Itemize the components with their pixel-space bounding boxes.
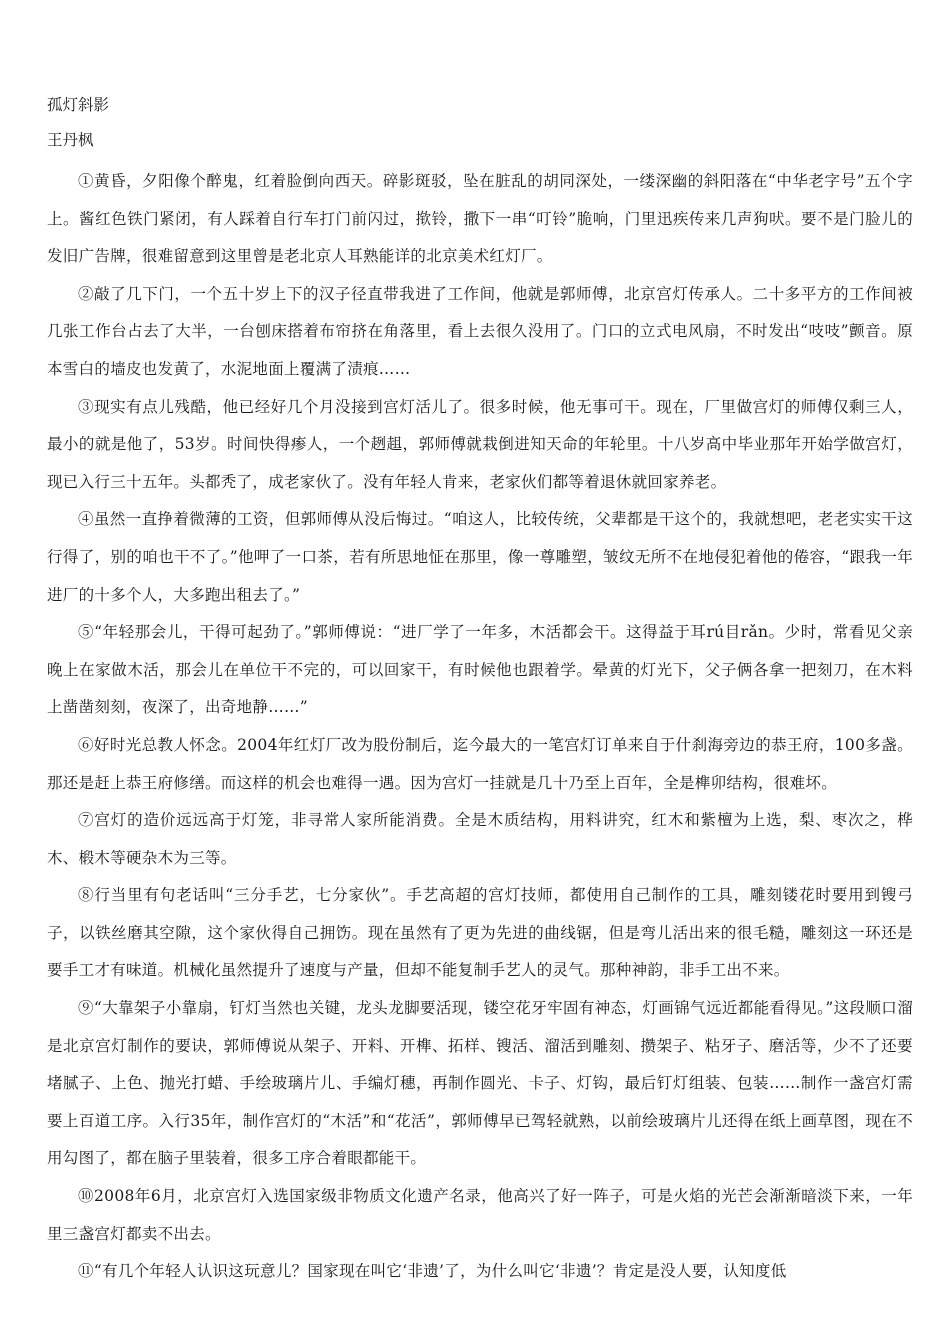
paragraph-2: ②敲了几下门，一个五十岁上下的汉子径直带我进了工作间，他就是郭师傅，北京宫灯传承人。二十多平方的工作间被几张工作台占去了大半，一台刨床搭着布帘挤在角落里，看上去很久没用了。门口的立式电风扇，不时发出“吱吱”颤音。原本雪白的墙皮也发黄了，水泥地面上覆满了渍痕…… — [47, 284, 913, 378]
paragraph-3: ③现实有点儿残酷，他已经好几个月没接到宫灯活儿了。很多时候，他无事可干。现在，厂里做宫灯的师傅仅剩三人，最小的就是他了，53岁。时间快得瘆人，一个趔趄，郭师傅就栽倒进知天命的年轮里。十八岁高中毕业那年开始学做宫灯，现已入行三十五年。头都秃了，成老家伙了。没有年轻人肯来，老家伙们都等着退休就回家养老。 — [47, 397, 913, 491]
paragraph-11: ⑪“有几个年轻人认识这玩意儿？国家现在叫它‘非遗’了，为什么叫它‘非遗’？肯定是没人要，认知度低 — [78, 1262, 787, 1281]
paragraph-6: ⑥好时光总教人怀念。2004年红灯厂改为股份制后，迄今最大的一笔宫灯订单来自于什刹海旁边的恭王府，100多盏。那还是赶上恭王府修缮。而这样的机会也难得一遇。因为宫灯一挂就是几十乃至上百年，全是榫卯结构，很难坏。 — [47, 735, 913, 792]
paragraph-7: ⑦宫灯的造价远远高于灯笼，非寻常人家所能消费。全是木质结构，用料讲究，红木和紫檀为上选，梨、枣次之，桦木、椴木等硬杂木为三等。 — [47, 811, 913, 867]
paragraph-8: ⑧行当里有句老话叫“三分手艺，七分家伙”。手艺高超的宫灯技师，都使用自己制作的工具，雕刻镂花时要用到锼弓子，以铁丝磨其空隙，这个家伙得自己拥饬。现在虽然有了更为先进的曲线锯，但是弯儿活出来的很毛糙，雕刻这一环还是要手工才有味道。机械化虽然提升了速度与产量，但却不能复制手艺人的灵气。那种神韵，非手工出不来。 — [47, 886, 913, 980]
paragraph-4: ④虽然一直挣着微薄的工资，但郭师傅从没后悔过。“咱这人，比较传统，父辈都是干这个的，我就想吧，老老实实干这行得了，别的咱也干不了。”他呷了一口茶，若有所思地怔在那里，像一尊雕塑，皱纹无所不在地侵犯着他的倦容，“跟我一年进厂的十多个人，大多跑出租去了。” — [47, 510, 913, 604]
paragraph-1: ①黄昏，夕阳像个醉鬼，红着脸倒向西天。碎影斑驳，坠在脏乱的胡同深处，一缕深幽的斜阳落在“中华老字号”五个字上。酱红色铁门紧闭，有人踩着自行车打门前闪过，揿铃，撒下一串“叮铃”脆响，门里迅疾传来几声狗吠。要不是门脸儿的发旧广告牌，很难留意到这里曾是老北京人耳熟能详的北京美术红灯厂。 — [47, 172, 913, 266]
article-author: 王丹枫 — [47, 131, 94, 149]
article-title: 孤灯斜影 — [47, 96, 110, 114]
paragraph-10: ⑩2008年6月，北京宫灯入选国家级非物质文化遗产名录，他高兴了好一阵子，可是火焰的光芒会渐渐暗淡下来，一年里三盏宫灯都卖不出去。 — [47, 1187, 913, 1243]
document-page — [47, 94, 913, 1291]
paragraph-5: ⑤“年轻那会儿，干得可起劲了。”郭师傅说：“进厂学了一年多，木活都会干。这得益于耳rú目rǎn。少时，常看见父亲晚上在家做木活，那会儿在单位干不完的，可以回家干，有时候他也跟着学。晕黄的灯光下，父子俩各拿一把刻刀，在木料上凿凿刻刻，夜深了，出奇地静……” — [47, 623, 913, 717]
paragraph-9: ⑨“大靠架子小靠扇，钉灯当然也关键，龙头龙脚要活现，镂空花牙牢固有神态，灯画锦气远近都能看得见。”这段顺口溜是北京宫灯制作的要诀，郭师傅说从架子、开料、开榫、拓样、锼活、溜活到雕刻、攒架子、粘牙子、磨活等，少不了还要堵腻子、上色、抛光打蜡、手绘玻璃片儿、手编灯穗，再制作圆光、卡子、灯钩，最后钉灯组装、包装……制作一盏宫灯需要上百道工序。入行35年，制作宫灯的“木活”和“花活”，郭师傅早已驾轻就熟，以前绘玻璃片儿还得在纸上画草图，现在不用勾图了，都在脑子里装着，很多工序合着眼都能干。 — [47, 999, 913, 1168]
